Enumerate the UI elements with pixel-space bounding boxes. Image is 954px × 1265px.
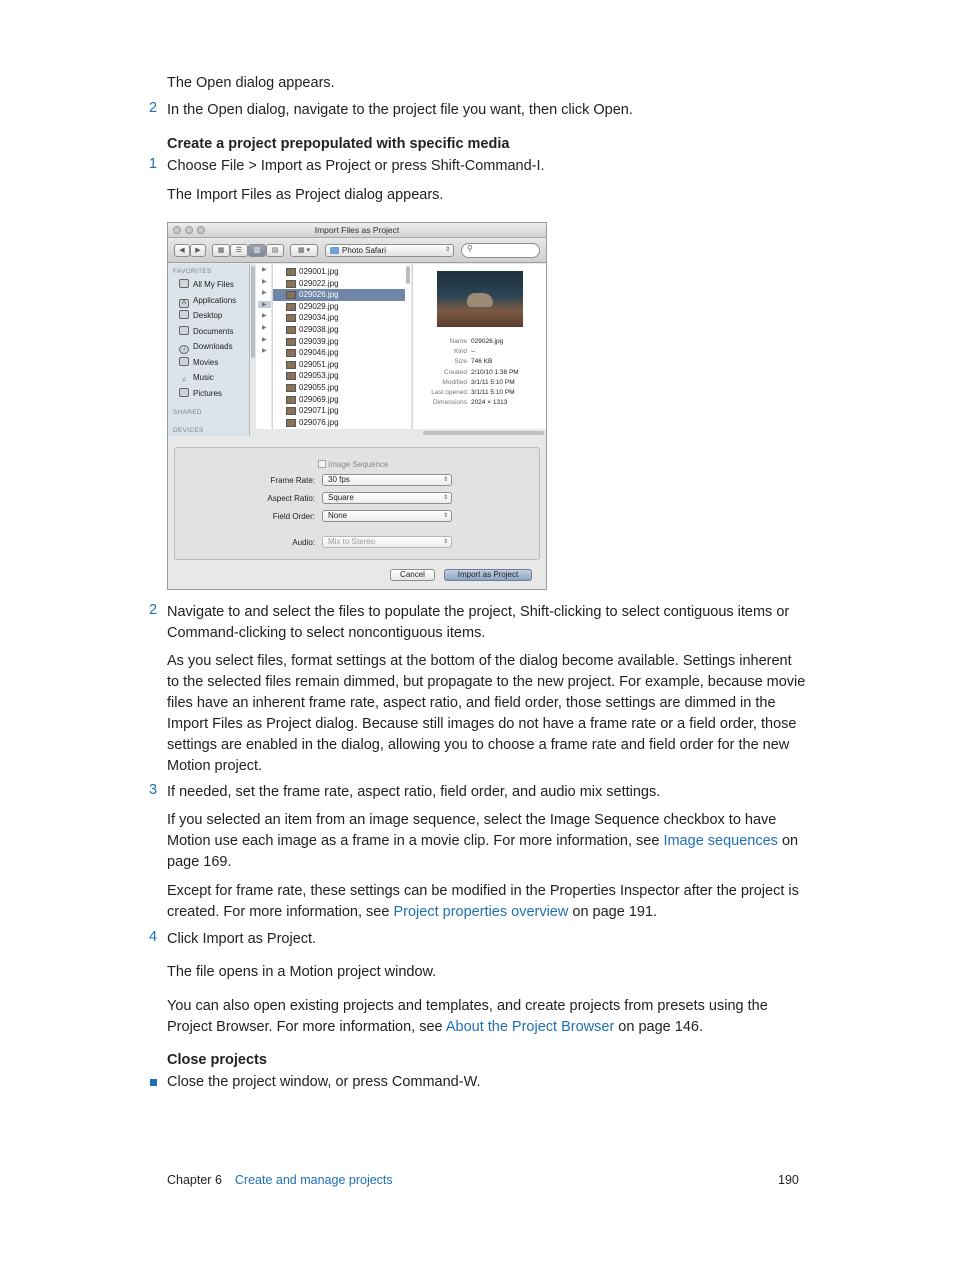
info-kind-value: -- [471,348,476,355]
location-label: Photo Safari [342,246,387,255]
bullet-close-text: Close the project window, or press Command-W. [167,1074,481,1090]
file-list-item[interactable]: 029071.jpg [273,405,405,417]
updown-arrows-icon: ⇕ [442,513,448,519]
back-icon[interactable]: ◀ [174,244,190,257]
disclosure-arrow-icon[interactable]: ▶ [262,313,267,319]
open-dialog-appears: The Open dialog appears. [167,75,335,91]
image-thumbnail-icon [286,291,296,299]
aspect-ratio-select[interactable]: Square ⇕ [322,492,452,504]
file-list-item[interactable]: 029001.jpg [273,266,405,278]
favorites-heading: FAVORITES [173,268,212,275]
para-project-browser: You can also open existing projects and templates, and create projects from presets using the Project Browser. For more information, see About the Project Browser on page 146. [167,998,768,1035]
dialog-sidebar [168,264,250,436]
file-opens: The file opens in a Motion project window. [167,964,437,980]
dialog-toolbar [168,239,546,263]
image-thumbnail-icon [286,268,296,276]
import-dialog-appears: The Import Files as Project dialog appears. [167,187,444,203]
file-list-item[interactable]: 029046.jpg [273,347,405,359]
sidebar-scrollbar[interactable] [251,266,255,358]
file-list-item[interactable]: 029053.jpg [273,370,405,382]
info-modified-value: 3/1/11 5:10 PM [471,379,515,386]
folder-icon [330,247,339,254]
frame-rate-label: Frame Rate: [270,476,315,485]
image-thumbnail-icon [286,396,296,404]
image-thumbnail-icon [286,303,296,311]
step-number: 1 [149,156,158,172]
info-kind-label: Kind [453,348,467,355]
file-list-item[interactable]: 029069.jpg [273,394,405,406]
image-thumbnail-icon [286,326,296,334]
rhino-photo-preview [437,271,523,327]
sidebar-item-movies[interactable]: Movies [179,356,218,369]
arrange-menu-icon[interactable]: ▦ ▾ [290,244,318,257]
image-thumbnail-icon [286,372,296,380]
step-number: 2 [149,100,158,116]
disclosure-arrow-icon[interactable]: ▶ [262,267,267,273]
disclosure-arrow-icon[interactable]: ▶ [262,279,267,285]
step-3-text: If needed, set the frame rate, aspect ratio, field order, and audio mix settings. [167,784,661,800]
parent-column [256,264,271,429]
step-number: 2 [149,602,158,618]
file-list-item[interactable]: 029029.jpg [273,301,405,313]
info-last-opened-label: Last opened [431,389,467,396]
page-number: 190 [778,1173,799,1187]
image-thumbnail-icon [286,280,296,288]
rhino-shape [467,293,493,307]
chapter-title-link[interactable]: Create and manage projects [234,1173,393,1187]
image-thumbnail-icon [286,314,296,322]
location-popup[interactable] [325,244,454,257]
pictures-icon [179,388,189,397]
step-2a-text: In the Open dialog, navigate to the project file you want, then click Open. [167,102,633,118]
updown-arrows-icon: ⇕ [442,477,448,483]
frame-rate-select[interactable]: 30 fps ⇕ [322,474,452,486]
field-order-label: Field Order: [272,512,315,521]
dialog-titlebar [168,223,546,238]
documents-icon [179,326,189,335]
info-size-value: 746 KB [471,358,493,365]
sidebar-item-applications[interactable]: A Applications [179,294,236,307]
step-number: 3 [149,782,158,798]
step-4-text: Click Import as Project. [167,931,317,947]
downloads-icon: ↓ [179,345,189,354]
sidebar-item-pictures[interactable]: Pictures [179,387,222,400]
info-created-value: 2/10/10 1:38 PM [471,369,519,376]
info-name-value: 029026.jpg [471,338,504,345]
image-thumbnail-icon [286,384,296,392]
updown-arrows-icon: ⇕ [442,539,448,545]
info-name-label: Name [449,338,467,345]
file-list-item[interactable]: 029038.jpg [273,324,405,336]
file-list-scrollbar[interactable] [406,266,410,284]
devices-heading: DEVICES [173,427,204,434]
info-dimensions-label: Dimensions [433,399,467,406]
file-list-item[interactable]: 029026.jpg [273,289,405,301]
import-options-panel [174,447,540,560]
image-thumbnail-icon [286,349,296,357]
image-thumbnail-icon [286,361,296,369]
close-window-icon[interactable] [173,226,181,234]
preview-pane [412,264,546,429]
disclosure-arrow-icon[interactable]: ▶ [262,290,267,296]
minimize-window-icon[interactable] [185,226,193,234]
file-list-item[interactable]: 029034.jpg [273,312,405,324]
import-files-dialog [167,222,547,590]
file-list-item[interactable]: 029055.jpg [273,382,405,394]
audio-label: Audio: [292,538,315,547]
image-sequence-checkbox[interactable]: Image Sequence [318,460,389,469]
info-created-label: Created [443,369,467,376]
coverflow-view-icon[interactable]: ▤ [266,244,284,257]
step-1-text: Choose File > Import as Project or press Shift-Command-I. [167,158,545,174]
sidebar-item-desktop[interactable]: Desktop [179,309,222,322]
about-project-browser-link[interactable]: About the Project Browser [445,1019,615,1035]
disclosure-arrow-icon[interactable]: ▶ [258,301,271,308]
audio-select[interactable]: Mix to Stereo ⇕ [322,536,452,548]
sidebar-item-all-my-files[interactable]: All My Files [179,278,234,291]
updown-arrows-icon: ⇕ [442,495,448,501]
updown-arrows-icon: ⇕ [444,247,450,253]
file-list-item[interactable]: 029051.jpg [273,359,405,371]
info-dimensions-value: 2024 × 1313 [471,399,508,406]
field-order-select[interactable]: None ⇕ [322,510,452,522]
all-files-icon [179,279,189,288]
desktop-icon [179,310,189,319]
footer-chapter: Chapter 6 Create and manage projects [167,1173,393,1187]
disclosure-arrow-icon[interactable]: ▶ [262,325,267,331]
image-thumbnail-icon [286,338,296,346]
image-thumbnail-icon [286,407,296,415]
info-modified-label: Modified [442,379,467,386]
horizontal-scrollbar[interactable] [423,431,544,435]
bullet-icon [150,1079,157,1086]
file-column [272,264,411,429]
info-last-opened-value: 3/1/11 5:10 PM [471,389,515,396]
step-2b-text: Navigate to and select the files to populate the project, Shift-clicking to select contiguous items or Command-clicking to select noncontiguous items. [167,604,790,641]
search-input[interactable] [461,243,540,258]
music-icon: ♫ [181,377,187,383]
list-view-icon[interactable]: ☰ [230,244,248,257]
image-thumbnail-icon [286,419,296,427]
checkbox-icon [318,460,326,468]
aspect-ratio-label: Aspect Ratio: [267,494,315,503]
file-list-item[interactable]: 029022.jpg [273,278,405,290]
shared-heading: SHARED [173,409,202,416]
sidebar-item-downloads[interactable]: ↓ Downloads [179,340,233,353]
search-icon: ⚲ [467,244,473,253]
para-image-sequence: If you selected an item from an image sequence, select the Image Sequence checkbox to have Motion use each image as a frame in a movie clip. For more information, see Image sequences on page 169. [167,812,799,870]
disclosure-arrow-icon[interactable]: ▶ [262,337,267,343]
para-except-frame-rate: Except for frame rate, these settings can be modified in the Properties Inspector after the project is created. For more information, see Project properties overview on page 191. [167,883,799,920]
dialog-title: Import Files as Project [314,225,400,235]
cancel-button[interactable]: Cancel [390,569,435,581]
zoom-window-icon[interactable] [197,226,205,234]
project-properties-overview-link[interactable]: Project properties overview [393,904,569,920]
step-number: 4 [149,929,158,945]
sidebar-item-music[interactable]: ♫ Music [179,371,214,384]
file-list-item[interactable]: 029076.jpg [273,417,405,429]
column-view-icon[interactable]: ▥ [248,244,266,257]
section-heading-close-projects: Close projects [167,1052,267,1068]
file-list-item[interactable]: 029039.jpg [273,336,405,348]
section-heading-prepopulated: Create a project prepopulated with specific media [167,136,510,152]
para-select-files: As you select files, format settings at the bottom of the dialog become available. Settings inherent to the selected files remain dimmed, but propagate to the new project. For example, because movie files have an inherent frame rate, aspect ratio, and field order, those settings are dimmed in the Import Files as Project dialog. Because still images do not have a frame rate or a field order, those settings are enabled in the dialog, allowing you to choose a frame rate and field order for the new Motion project. [167,653,806,774]
applications-icon: A [179,299,189,308]
disclosure-arrow-icon[interactable]: ▶ [262,348,267,354]
sidebar-item-documents[interactable]: Documents [179,325,233,338]
icon-view-icon[interactable]: ▦ [212,244,230,257]
movies-icon [179,357,189,366]
info-size-label: Size [454,358,467,365]
image-sequences-link[interactable]: Image sequences [663,833,778,849]
forward-icon[interactable]: ▶ [190,244,206,257]
import-as-project-button[interactable]: Import as Project [444,569,532,581]
